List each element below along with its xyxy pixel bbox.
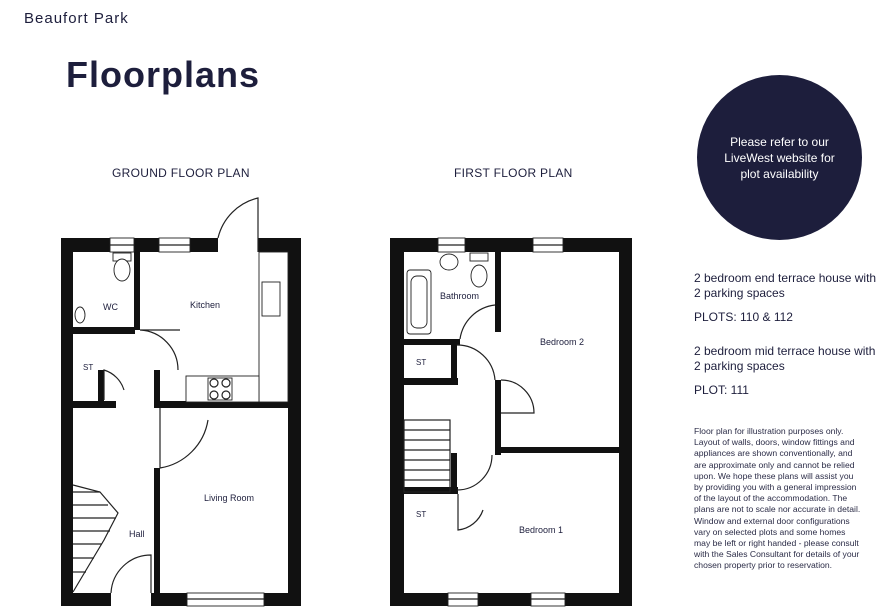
house-type-plots: PLOT: 111 <box>694 383 749 397</box>
house-type-mid-terrace <box>694 344 879 398</box>
room-label-bedroom1: Bedroom 1 <box>519 525 564 535</box>
room-label-kitchen: Kitchen <box>190 300 221 310</box>
house-type-end-terrace <box>694 271 879 325</box>
page-title: Floorplans <box>66 54 261 95</box>
room-label-bathroom: Bathroom <box>440 291 480 301</box>
house-type-desc: 2 bedroom end terrace house with 2 parking spaces <box>694 271 877 300</box>
house-type-desc: 2 bedroom mid terrace house with 2 parking spaces <box>694 344 876 373</box>
room-label-living: Living Room <box>204 493 255 503</box>
disclaimer-text: Floor plan for illustration purposes only. Layout of walls, doors, window fittings and appliances are shown conventionally, and are approximate only and cannot be relied upon. We hope these plans will assist you by providing you with a general impression of the layout of the accommodation. The plans are not to scale nor accurate in detail. Window and external door configurations vary on selected plots and some homes may be left or right handed - please consult with the Sales Consultant for details of your chosen property prior to reservation. <box>694 426 861 571</box>
room-label-st-lower: ST <box>416 510 427 519</box>
house-type-plots: PLOTS: 110 & 112 <box>694 310 793 324</box>
availability-badge <box>697 75 862 240</box>
room-label-wc: WC <box>103 302 118 312</box>
brand-name: Beaufort Park <box>24 10 129 27</box>
room-label-st-upper: ST <box>416 358 427 367</box>
room-label-bedroom2: Bedroom 2 <box>540 337 585 347</box>
ground-floor-label: GROUND FLOOR PLAN <box>112 166 250 180</box>
room-label-hall: Hall <box>129 529 145 539</box>
room-label-st: ST <box>83 363 94 372</box>
first-floor-label: FIRST FLOOR PLAN <box>454 166 573 180</box>
availability-note: Please refer to our LiveWest website for plot availability <box>724 134 835 181</box>
